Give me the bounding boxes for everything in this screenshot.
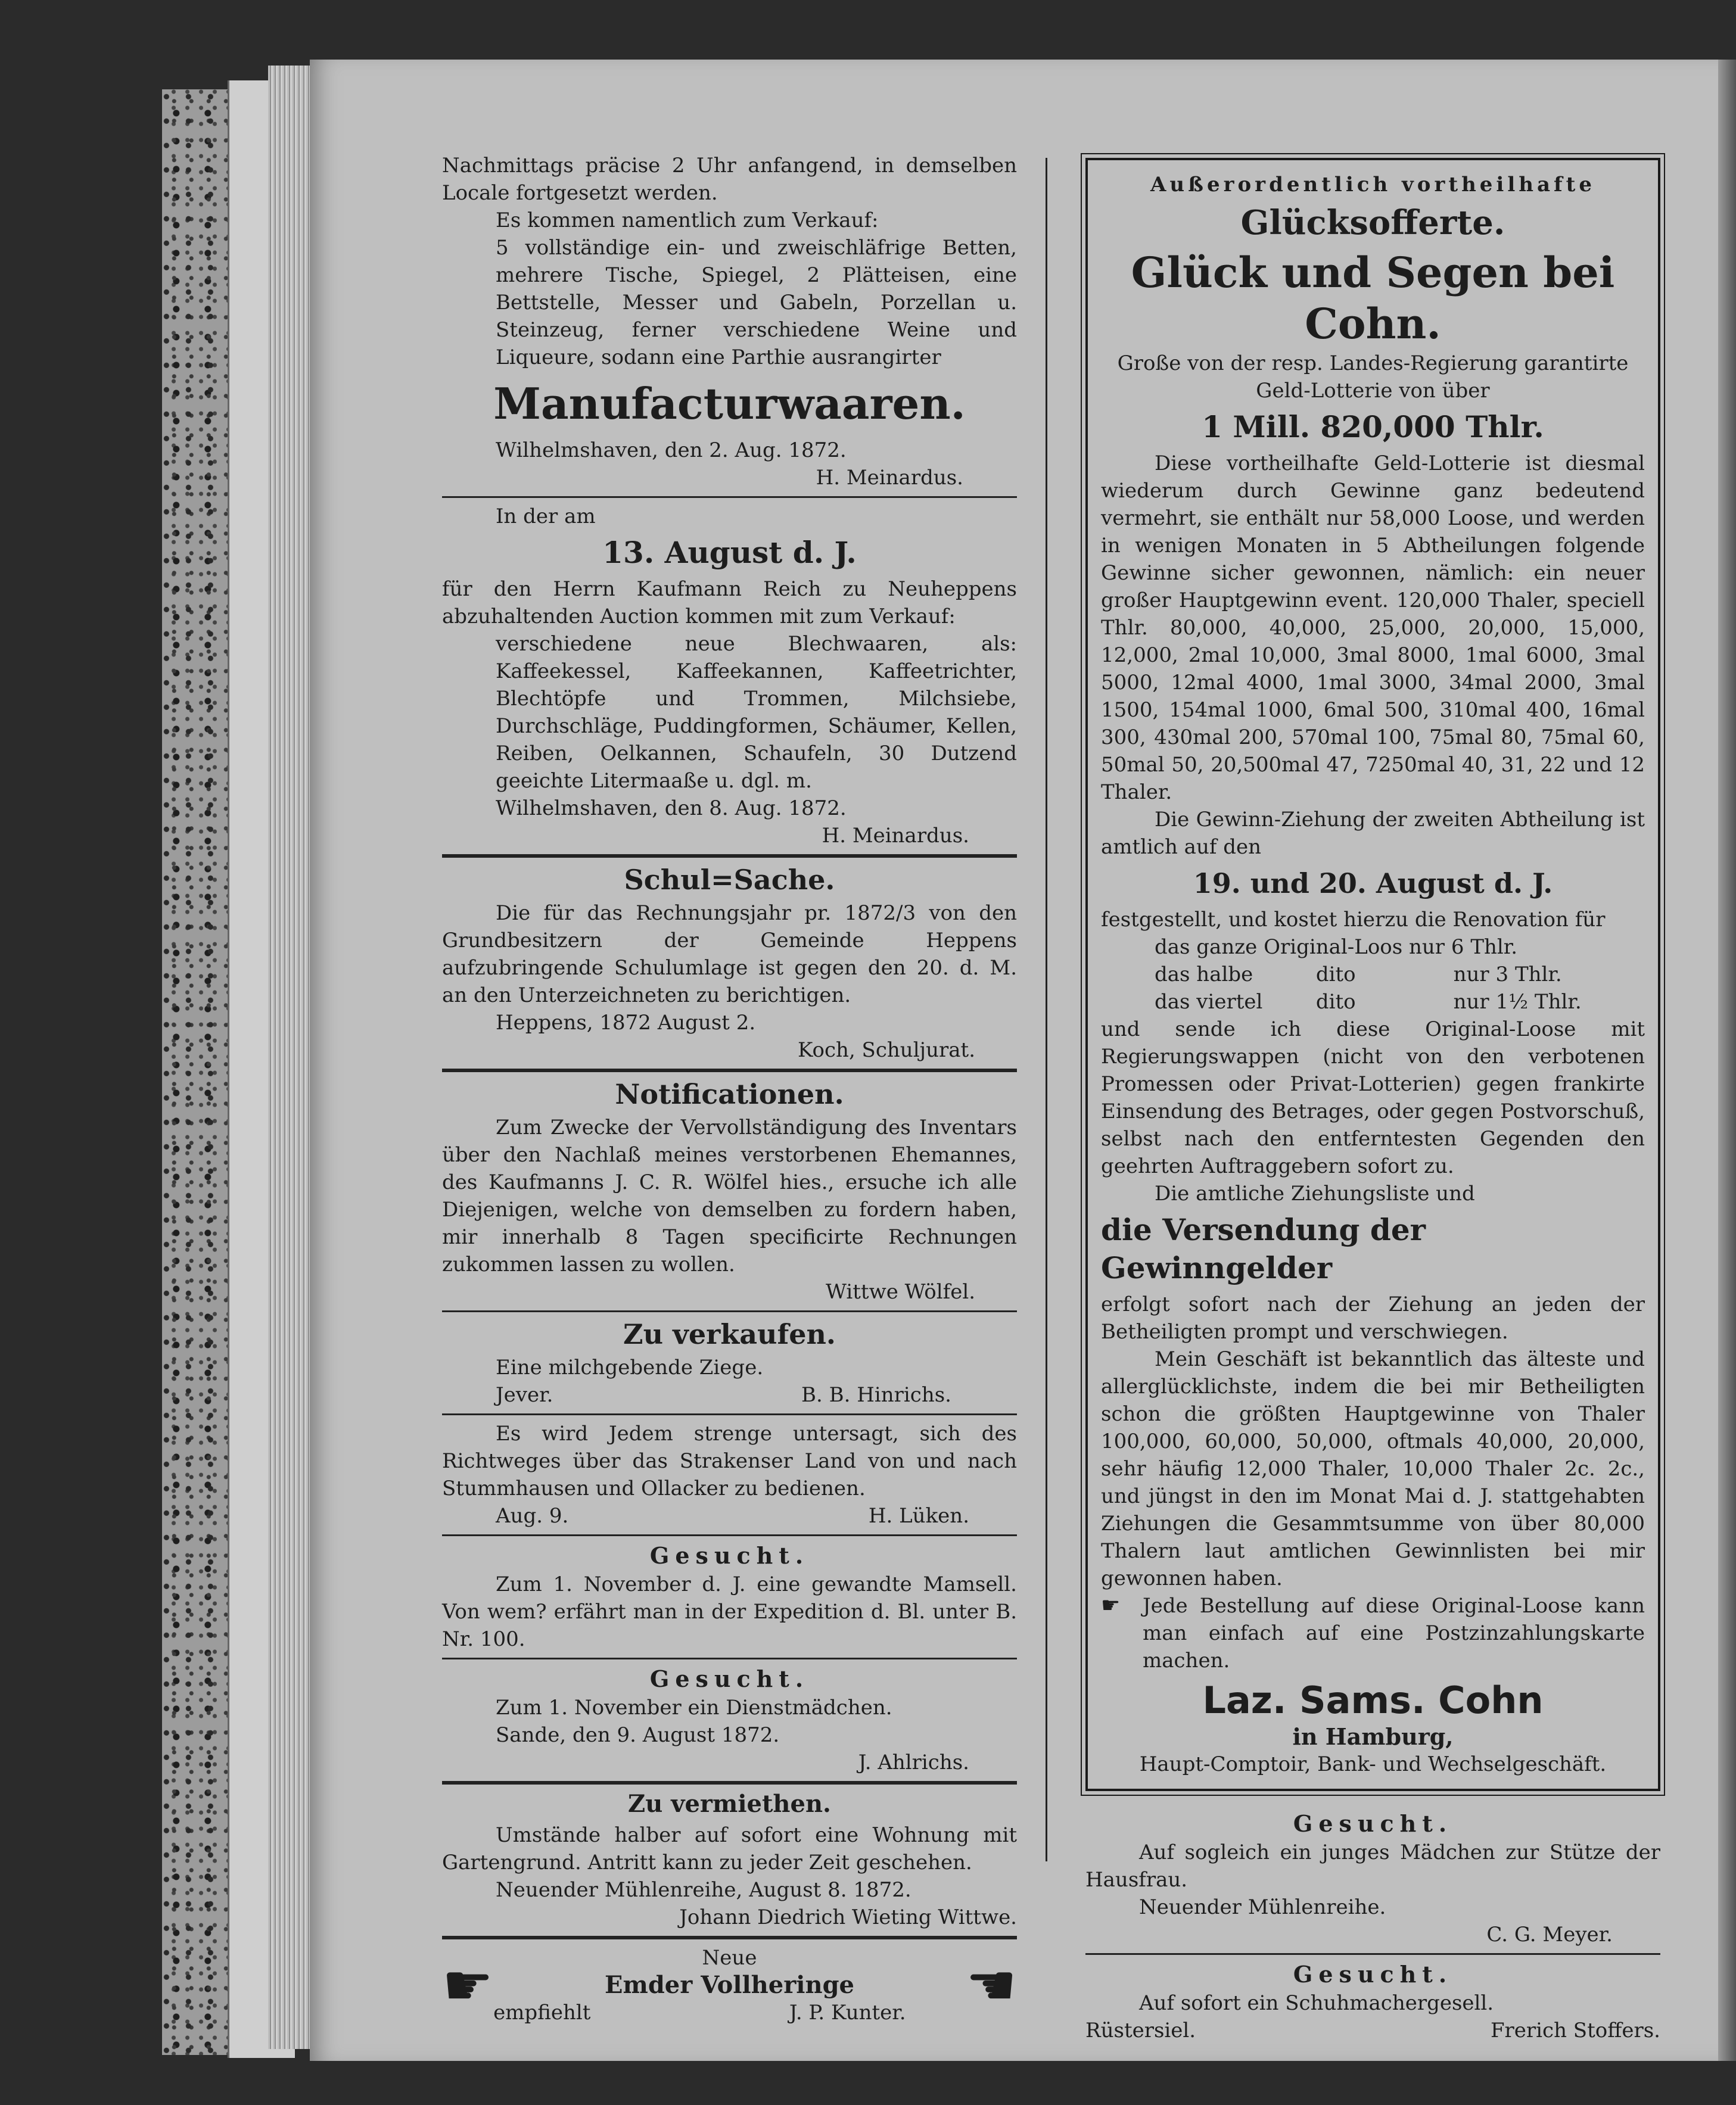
schul-date: Heppens, 1872 August 2. [496,1011,756,1035]
ad2-date: 13. August d. J. [602,535,857,570]
verk-text: Eine milchgebende Ziege. [496,1356,764,1380]
ges4-text: Auf sofort ein Schuhmachergesell. [1139,1991,1494,2015]
divider [442,1413,1017,1415]
items-title: Es kommen namentlich zum Verkauf: [496,208,879,232]
hering-sign: J. P. Kunter. [789,2001,906,2025]
price-dito: dito [1315,990,1356,1014]
divider [442,1534,1017,1536]
lottery-text-7: Mein Geschäft ist bekanntlich das älteste und allerglücklichste, indem die bei mir Betheiligten schon die größten Hauptgewinne von Thaler 100,000, 60,000, 50,000, oftmals 40,000, 20,000, sehr häufig 12,000 Thaler, 10,000 Thaler 2c. 2c., und jüngst in den im Monat Mai d. J. stattgehabten Ziehungen die Gesammtsumme von über 80,000 Thalern laut amtlichen Gewinnlisten bei mir gewonnen haben. [1101,1347,1645,1590]
notif-sign: Wittwe Wölfel. [826,1280,975,1304]
price-unit: Thlr. [1470,935,1518,959]
price-value: nur 1½ [1453,990,1529,1014]
ges3-sign: C. G. Meyer. [1486,1923,1613,1947]
lottery-title-1: Glücksofferte. [1240,203,1505,242]
ad2-items: verschiedene neue Blechwaaren, als: Kaffeekessel, Kaffeekannen, Kaffeetrichter, Blechtöpfe und Trommen, Milchsiebe, Durchschläge, Puddingformen, Schäumer, Kellen, Reiben, Oelkannen, Schaufeln, 30 Dutzend geeichte Litermaaße u. dgl. m. [496,632,1017,793]
ad2-intro: In der am [496,505,596,528]
book-edge-marbled [162,89,228,2055]
price-value: nur 3 [1453,963,1509,986]
divider [442,496,1017,498]
notif-text: Zum Zwecke der Vervollständigung des Inventars über den Nachlaß meines verstorbenen Ehemannes, des Kaufmanns J. C. R. Wölfel hies., ersuche ich alle Diejenigen, welche von demselben zu fordern haben, mir innerhalb 8 Tagen specificirte Rechnungen zukommen lassen zu wollen. [442,1116,1017,1276]
lottery-text-6: erfolgt sofort nach der Ziehung an jeden der Betheiligten prompt und verschwiegen. [1101,1293,1645,1344]
ges2-date: Sande, den 9. August 1872. [496,1723,780,1747]
verk-place: Jever. [496,1383,553,1407]
items-list: 5 vollständige ein- und zweischläfrige Betten, mehrere Tische, Spiegel, 2 Plätteisen, eine Bettstelle, Messer und Gabeln, Porzellan u. Steinzeug, ferner verschiedene Weine und Liqueure, sodann eine Parthie ausrangirter [496,236,1017,369]
right-column [1085,158,1660,2044]
schul-sign: Koch, Schuljurat. [798,1038,975,1062]
lottery-ad-box [1085,158,1660,1791]
lottery-text-2: Die Gewinn-Ziehung der zweiten Abtheilung ist amtlich auf den [1101,808,1645,859]
divider [442,854,1017,858]
lottery-headline-2: die Versendung der Gewinngelder [1101,1212,1426,1285]
pointing-hand-icon: ☛ [442,1952,494,2019]
divider [442,1658,1017,1659]
weg-sign: H. Lüken. [868,1504,969,1528]
ges4-title: Gesucht. [1293,1961,1453,1988]
date-2: Wilhelmshaven, den 8. Aug. 1872. [496,796,847,820]
schul-text: Die für das Rechnungsjahr pr. 1872/3 von den Grundbesitzern der Gemeinde Heppens aufzubringende Schulumlage ist gegen den 20. d. M. an den Unterzeichneten zu berichtigen. [442,901,1017,1007]
schul-title: Schul=Sache. [624,864,835,896]
price-table [1101,933,1645,1016]
lottery-sub: Große von der resp. Landes-Regierung garantirte Geld-Lotterie von über [1117,351,1629,403]
pointing-hand-icon: ☛ [1101,1593,1121,1618]
ad2-text: für den Herrn Kaufmann Reich zu Neuheppens abzuhaltenden Auction kommen mit zum Verkauf: [442,577,1017,628]
firm-name: Laz. Sams. Cohn [1202,1679,1544,1722]
ges2-sign: J. Ahlrichs. [858,1751,969,1774]
order-note [1101,1592,1645,1674]
verm-title: Zu vermiethen. [628,1790,831,1818]
hering-ad [442,1944,1017,2026]
ges2-text: Zum 1. November ein Dienstmädchen. [496,1696,892,1720]
price-unit: Thlr. [1514,963,1562,986]
divider [442,1310,1017,1312]
lottery-kicker: Außerordentlich vortheilhafte [1150,173,1595,197]
ges4-line [1085,2017,1660,2044]
ges4-sign: Frerich Stoffers. [1490,2019,1660,2042]
price-label: das viertel [1155,990,1263,1014]
ges2-title: Gesucht. [649,1665,810,1692]
ges1-title: Gesucht. [649,1542,810,1569]
sign-1: H. Meinardus. [816,466,963,490]
price-unit: Thlr. [1534,990,1582,1014]
pointing-hand-icon: ☛ [965,1952,1017,2019]
hering-line-2: Emder Vollheringe [605,1971,854,1999]
weg-date: Aug. 9. [496,1504,569,1528]
price-row [1155,961,1645,988]
sign-2: H. Meinardus. [822,824,969,848]
auction-intro: Nachmittags präcise 2 Uhr anfangend, in demselben Locale fortgesetzt werden. [442,154,1017,205]
divider [442,1069,1017,1072]
ges3-text: Auf sogleich ein junges Mädchen zur Stütze der Hausfrau. [1085,1841,1660,1892]
lottery-text-5: Die amtliche Ziehungsliste und [1155,1182,1475,1206]
firm-desc: Haupt-Comptoir, Bank- und Wechselgeschäft. [1139,1752,1607,1776]
divider [442,1781,1017,1785]
divider [1085,1953,1660,1955]
hering-empfiehlt: empfiehlt [493,2001,591,2025]
column-divider [1046,158,1047,1861]
right-page-shadow [1718,60,1736,2061]
verk-title: Zu verkaufen. [623,1318,836,1350]
lottery-title-2: Glück und Segen bei Cohn. [1131,248,1615,348]
price-row [1155,988,1645,1016]
weg-text: Es wird Jedem strenge untersagt, sich des Richtweges über das Strakenser Land von und nach Stummhausen und Ollacker zu bedienen. [442,1422,1017,1500]
price-value: nur 6 [1409,935,1464,959]
lottery-amount: 1 Mill. 820,000 Thlr. [1202,409,1544,444]
divider [442,1936,1017,1939]
price-row [1155,933,1645,961]
ges3-title: Gesucht. [1293,1810,1453,1837]
price-dito: dito [1315,963,1356,986]
verm-place: Neuender Mühlenreihe, August 8. 1872. [496,1878,911,1902]
lottery-text-1: Diese vortheilhafte Geld-Lotterie ist diesmal wiederum durch Gewinne ganz bedeutend vermehrt, sie enthält nur 58,000 Loose, und werden in wenigen Monaten in 5 Abtheilungen folgende Gewinne sicher gewonnen, nämlich: ein neuer großer Hauptgewinn event. 120,000 Thaler, speciell Thlr. 80,000, 40,000, 25,000, 20,000, 15,000, 12,000, 2mal 10,000, 3mal 8000, 1mal 6000, 3mal 5000, 12mal 4000, 1mal 3000, 34mal 2000, 3mal 1500, 154mal 1000, 6mal 500, 310mal 400, 16mal 300, 430mal 200, 570mal 100, 75mal 80, 75mal 60, 50mal 50, 20,500mal 47, 7250mal 40, 31, 22 und 12 Thaler. [1101,451,1645,804]
hering-text [493,1944,966,2026]
notif-title: Notificationen. [615,1078,844,1110]
ges1-text: Zum 1. November d. J. eine gewandte Mamsell. Von wem? erfährt man in der Expedition d. Bl. unter B. Nr. 100. [442,1572,1017,1651]
manufactur-headline: Manufacturwaaren. [493,378,966,429]
price-label: das ganze Original-Loos [1155,935,1403,959]
price-label: das halbe [1155,963,1253,986]
hering-line-1: Neue [702,1946,757,1970]
date-1: Wilhelmshaven, den 2. Aug. 1872. [496,438,847,462]
verm-sign: Johann Diedrich Wieting Wittwe. [679,1905,1017,1929]
verk-sign: B. B. Hinrichs. [801,1383,951,1407]
ges4-place: Rüstersiel. [1085,2019,1196,2042]
verk-line [442,1381,1017,1409]
lottery-draw-date: 19. und 20. August d. J. [1193,867,1553,899]
hering-line-3 [493,1999,966,2026]
lottery-text-8: Jede Bestellung auf diese Original-Loose kann man einfach auf eine Postzinzahlungskarte machen. [1143,1594,1645,1673]
firm-city: in Hamburg, [1292,1723,1454,1750]
left-column [442,152,1017,2026]
weg-line [442,1502,1017,1530]
verm-text: Umstände halber auf sofort eine Wohnung mit Gartengrund. Antritt kann zu jeder Zeit geschehen. [442,1823,1017,1874]
lottery-text-3: festgestellt, und kostet hierzu die Renovation für [1101,908,1606,932]
ges3-place: Neuender Mühlenreihe. [1139,1895,1386,1919]
lottery-text-4: und sende ich diese Original-Loose mit Regierungswappen (nicht von den verbotenen Promessen oder Privat-Lotterien) gegen frankirte Einsendung des Betrages, oder gegen Postvorschuß, selbst nach den entferntesten Gegenden den geehrten Auftraggebern sofort zu. [1101,1017,1645,1178]
